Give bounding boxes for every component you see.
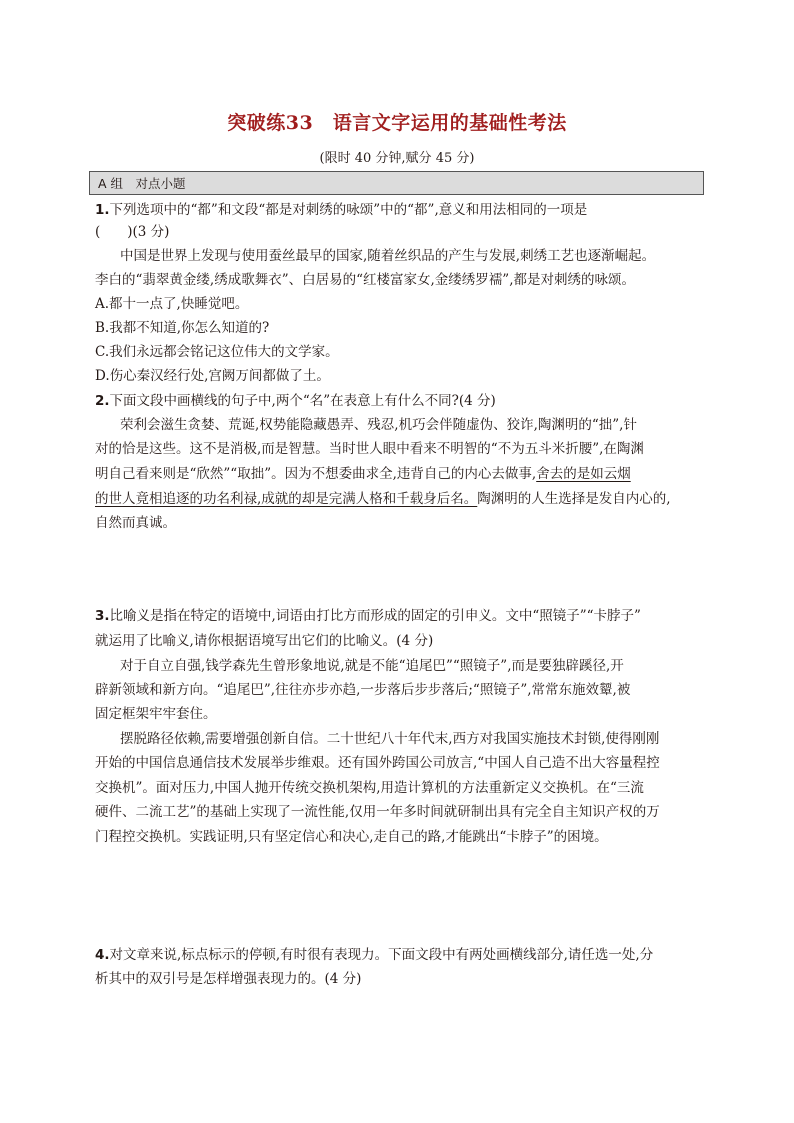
q4-stem (95, 945, 705, 965)
q3-passage-line: 对于自立自强,钱学森先生曾形象地说,就是不能“追尾巴”“照镜子”,而是要独辟蹊径,开 (120, 658, 624, 674)
q2-underlined-sentence: 舍去的是如云烟 (536, 466, 631, 482)
q2-passage-line: 自然而真诚。 (95, 515, 176, 531)
q3-passage-line: 硬件、二流工艺”的基础上实现了一流性能,仅用一年多时间就研制出具有完全自主知识产权的万 (95, 804, 660, 820)
q1-passage-line: 中国是世界上发现与使用蚕丝最早的国家,随着丝织品的产生与发展,刺绣工艺也逐渐崛起。 (120, 248, 656, 264)
q2-stem-text: 下面文段中画横线的句子中,两个“名”在表意上有什么不同?(4 分) (109, 393, 496, 409)
q3-passage-line: 固定框架牢牢套住。 (95, 706, 217, 722)
q1-number: 1. (95, 202, 110, 218)
q1-answer-blank: ( )(3 分) (95, 224, 170, 240)
q3-stem-text: 比喻义是指在特定的语境中,词语由打比方而形成的固定的引申义。文中“照镜子”“卡脖子” (109, 608, 641, 624)
q3-passage-line: 辟新领域和新方向。“追尾巴”,往往亦步亦趋,一步落后步步落后;“照镜子”,常常东施效颦,被 (95, 682, 631, 698)
q2-underlined-sentence: 的世人竟相追逐的功名利禄,成就的却是完满人格和千载身后名。 (95, 491, 478, 507)
q3-passage-line: 交换机”。面对压力,中国人抛开传统交换机架构,用造计算机的方法重新定义交换机。在“三流 (95, 780, 644, 796)
q1-passage-line: 李白的“翡翠黄金缕,绣成歌舞衣”、白居易的“红楼富家女,金缕绣罗襦”,都是对刺绣的咏颂。 (95, 272, 635, 288)
q1-option-d: D.伤心秦汉经行处,宫阙万间都做了土。 (95, 368, 330, 384)
q2-stem (95, 391, 705, 411)
q2-passage-line: 对的恰是这些。这不是消极,而是智慧。当时世人眼中看来不明智的“不为五斗米折腰”,在陶渊 (95, 441, 644, 457)
section-header-group-a: A 组 对点小题 (89, 171, 704, 195)
q2-passage-text: 陶渊明的人生选择是发自内心的, (477, 491, 671, 507)
q3-stem (95, 606, 705, 626)
q2-number: 2. (95, 393, 110, 409)
q2-passage-line (95, 464, 705, 484)
q3-passage-line: 摆脱路径依赖,需要增强创新自信。二十世纪八十年代末,西方对我国实施技术封锁,使得刚刚 (120, 731, 660, 747)
q2-passage-line: 荣利会滋生贪婪、荒诞,权势能隐藏愚弄、残忍,机巧会伴随虚伪、狡诈,陶渊明的“拙”,针 (120, 417, 637, 433)
q3-number: 3. (95, 608, 110, 624)
q3-stem-line: 就运用了比喻义,请你根据语境写出它们的比喻义。(4 分) (95, 633, 434, 649)
time-limit-subtitle: (限时 40 分钟,赋分 45 分) (319, 151, 475, 166)
q1-option-c: C.我们永远都会铭记这位伟大的文学家。 (95, 344, 339, 360)
q2-passage-text: 明自己看来则是“欣然”“取拙”。因为不想委曲求全,违背自己的内心去做事, (95, 466, 537, 482)
q1-option-b: B.我都不知道,你怎么知道的? (95, 320, 270, 336)
q3-passage-line: 门程控交换机。实践证明,只有坚定信心和决心,走自己的路,才能跳出“卡脖子”的困境。 (95, 829, 608, 845)
page-title: 突破练33 语言文字运用的基础性考法 (227, 112, 567, 134)
q1-option-a: A.都十一点了,快睡觉吧。 (95, 296, 249, 312)
q4-number: 4. (95, 947, 110, 963)
q4-stem-line: 析其中的双引号是怎样增强表现力的。(4 分) (95, 971, 362, 987)
q4-stem-text: 对文章来说,标点标示的停顿,有时很有表现力。下面文段中有两处画横线部分,请任选一处,分 (109, 947, 654, 963)
q3-passage-line: 开始的中国信息通信技术发展举步维艰。还有国外跨国公司放言,“中国人自己造不出大容量程控 (95, 755, 660, 771)
q1-stem (95, 200, 705, 220)
q2-passage-line (95, 489, 705, 509)
q1-stem-text: 下列选项中的“都”和文段“都是对刺绣的咏颂”中的“都”,意义和用法相同的一项是 (109, 202, 588, 218)
